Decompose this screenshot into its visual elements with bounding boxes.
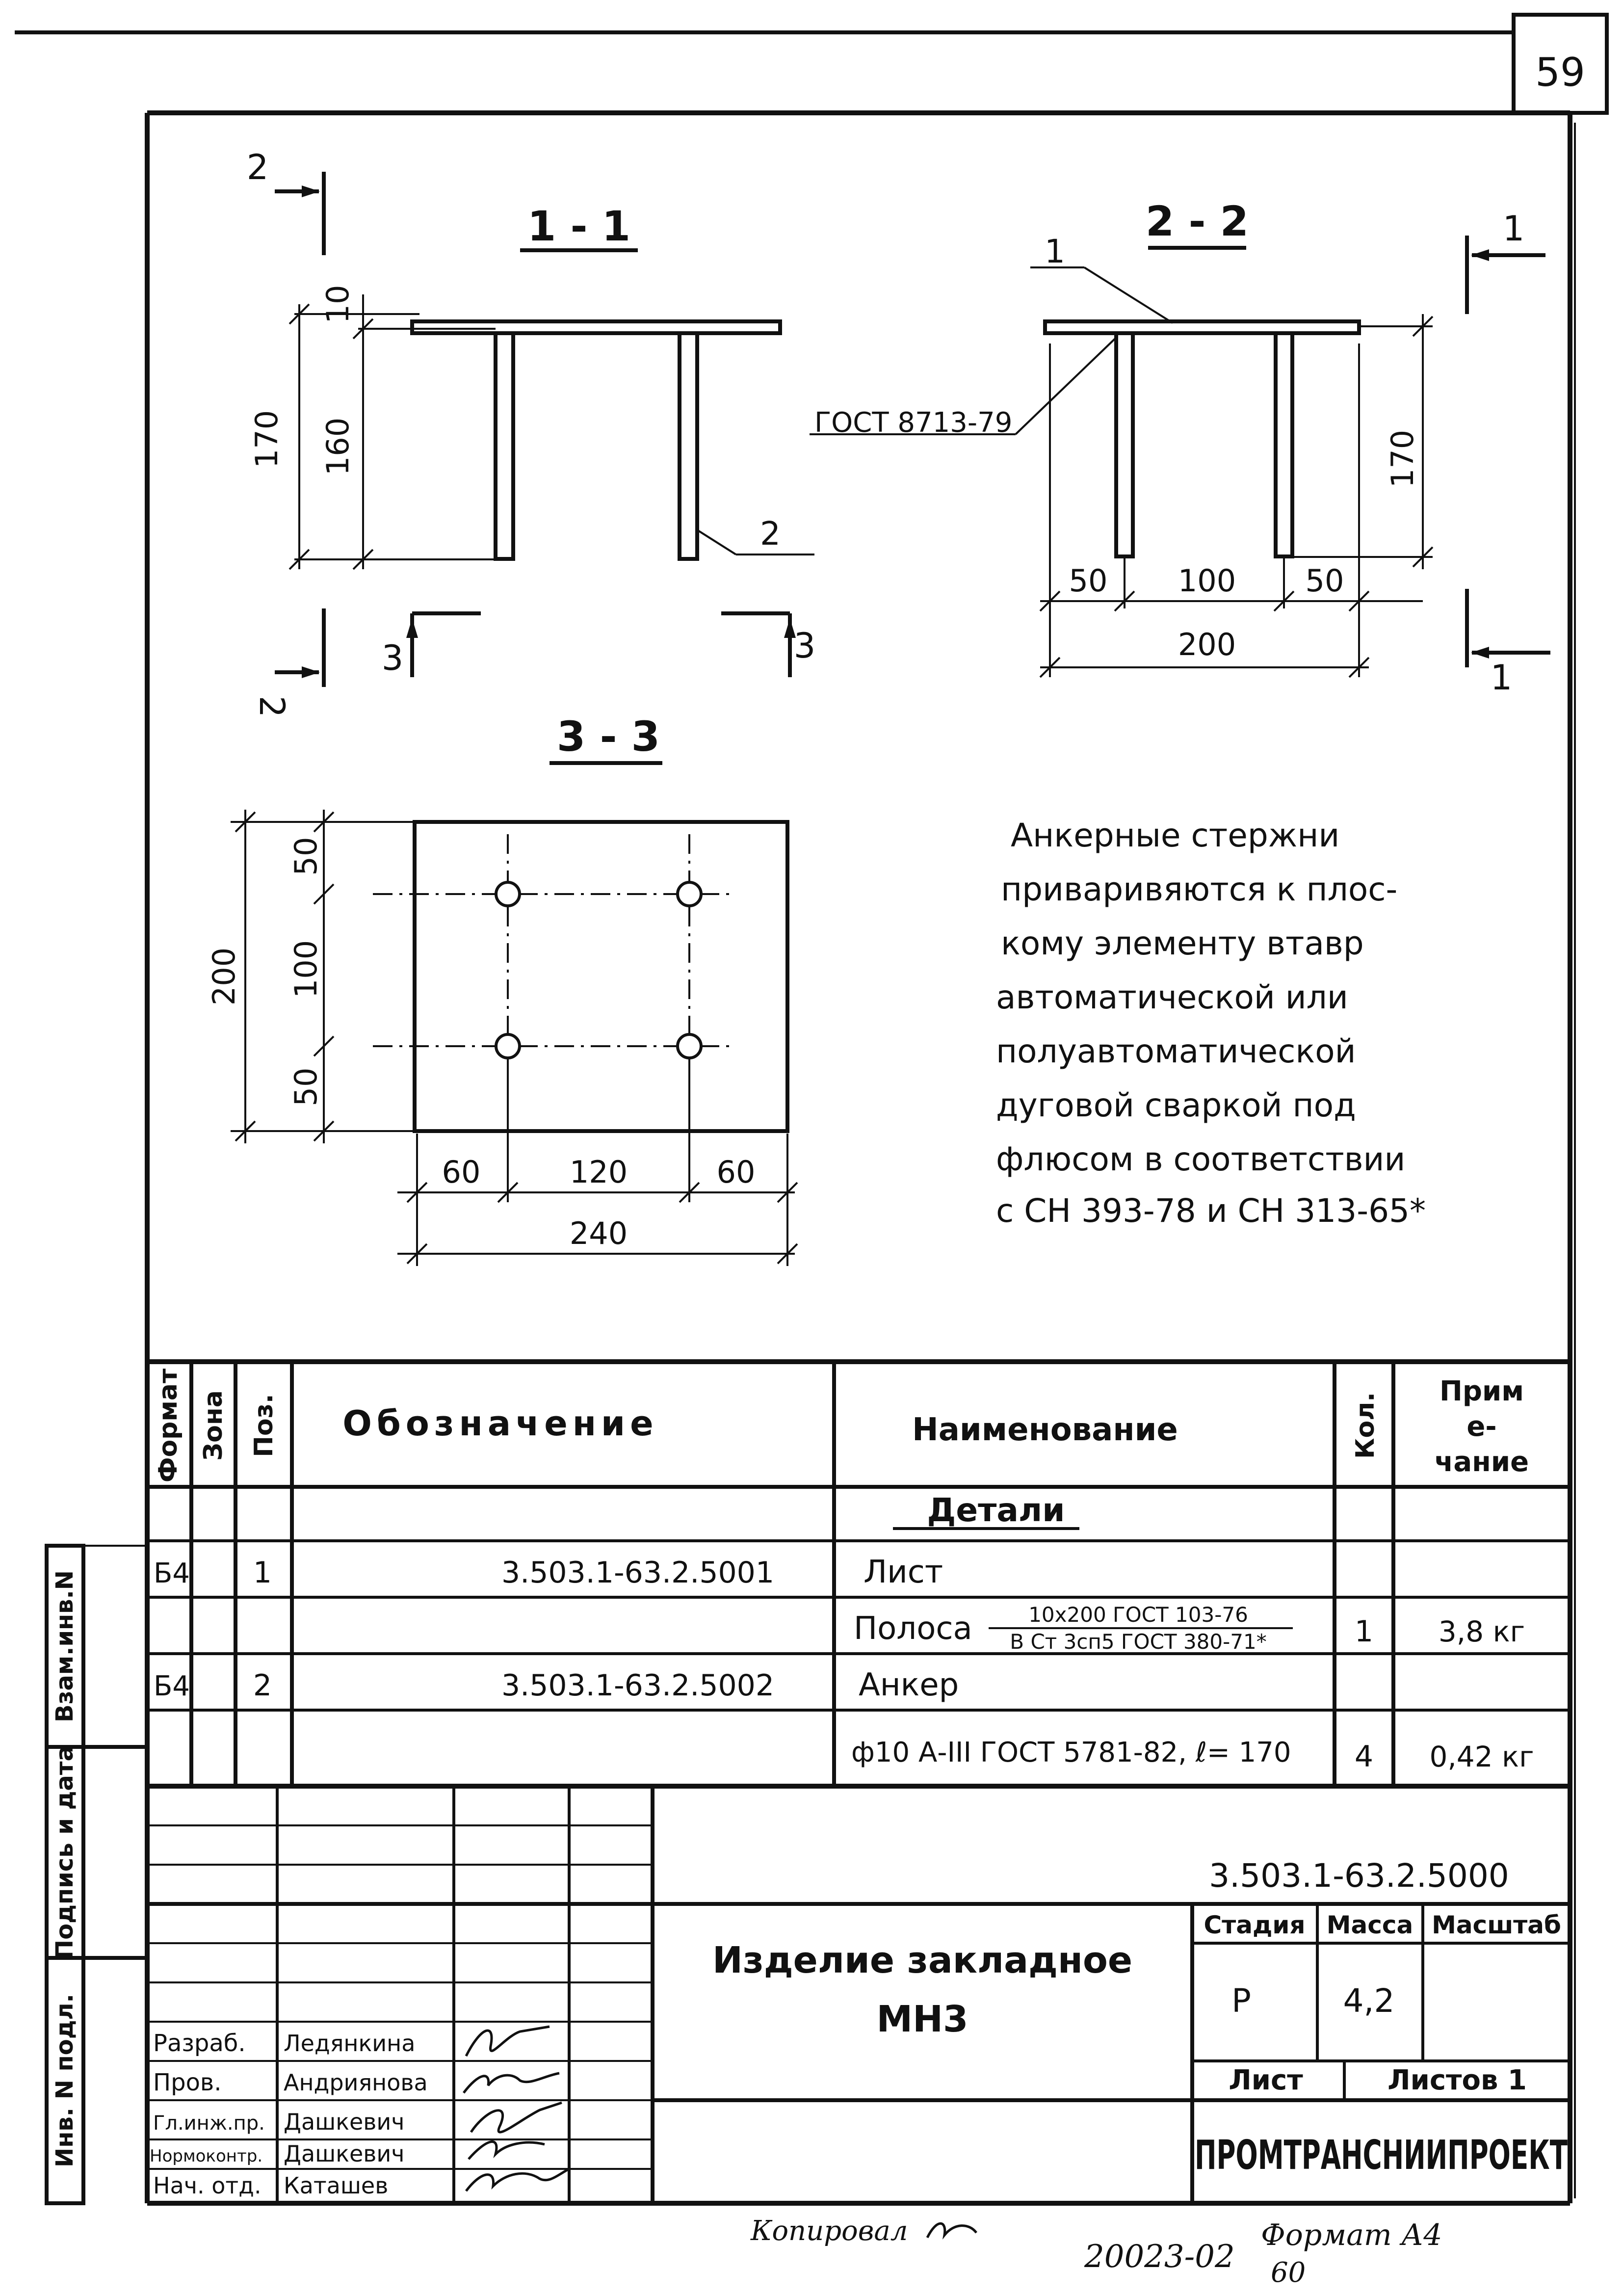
- anchor-rod: [680, 333, 697, 559]
- spec-cell-pos: 2: [253, 1668, 272, 1703]
- spec-cell-designation: 3.503.1-63.2.5002: [501, 1668, 775, 1703]
- dim-60-right: 60: [716, 1154, 756, 1190]
- dim-50-bottom: 50: [288, 1067, 324, 1107]
- header-format: Формат: [154, 1368, 183, 1483]
- stamp-replaced-inv: Взам.инв.N: [51, 1570, 79, 1722]
- spec-cell-qty: 4: [1354, 1740, 1374, 1774]
- anchor-hole: [496, 882, 520, 906]
- spec-cell-format: Б4: [153, 1670, 190, 1702]
- anchor-hole: [496, 1034, 520, 1058]
- plate-elevation: [1045, 321, 1359, 333]
- spec-cell-format: Б4: [153, 1557, 190, 1589]
- section-marker-2-top: 2: [246, 147, 269, 187]
- spec-cell-pos: 1: [253, 1556, 272, 1590]
- dim-100: 100: [288, 940, 324, 999]
- spec-cell-designation: 3.503.1-63.2.5001: [501, 1556, 775, 1590]
- section-marker-1-bottom: 1: [1490, 658, 1513, 698]
- section-3-3-title: 3 - 3: [556, 713, 660, 761]
- header-zone: Зона: [199, 1390, 228, 1461]
- section-marker-1-top: 1: [1502, 209, 1525, 249]
- spec-cell-name: Анкер: [859, 1667, 959, 1703]
- position-2-label: 2: [760, 515, 781, 553]
- sheets-label: Листов 1: [1387, 2064, 1527, 2096]
- spec-cell-note: 3,8 кг: [1438, 1615, 1525, 1648]
- dim-200: 200: [1178, 627, 1236, 662]
- stamp-inv-original: Инв. N подл.: [51, 1994, 79, 2167]
- note-line: автоматической или: [996, 978, 1348, 1016]
- signer-name: Дашкевич: [284, 2140, 405, 2167]
- copied-by-label: Копировал: [751, 2215, 908, 2247]
- spec-cell-qty: 1: [1354, 1614, 1374, 1649]
- spec-cell-name: ф10 А-III ГОСТ 5781-82, ℓ= 170: [851, 1737, 1291, 1768]
- spec-cell-name: Лист: [864, 1554, 943, 1590]
- scale-label: Масштаб: [1432, 1911, 1561, 1939]
- header-qty: Кол.: [1351, 1392, 1380, 1459]
- position-1-label: 1: [1045, 233, 1065, 270]
- document-code-sub: 60: [1271, 2257, 1306, 2289]
- plate-plan: [415, 822, 787, 1131]
- section-marker-3-left: 3: [381, 638, 404, 678]
- header-name: Наименование: [912, 1412, 1178, 1448]
- note-line: дуговой сваркой под: [996, 1086, 1356, 1124]
- header-designation: Обозначение: [342, 1403, 658, 1444]
- dim-160: 160: [320, 417, 356, 476]
- sheet-label: Лист: [1229, 2064, 1303, 2096]
- role-label: Разраб.: [153, 2030, 246, 2057]
- note-line: кому элементу втавр: [1001, 924, 1364, 962]
- welding-note: [996, 817, 1426, 1230]
- dim-240: 240: [569, 1215, 628, 1251]
- dim-170: 170: [1385, 429, 1420, 488]
- organization-name: ПРОМТРАНСНИИПРОЕКТ: [1195, 2132, 1568, 2179]
- header-note: Приме- чание: [1434, 1375, 1529, 1478]
- dim-50-left: 50: [1069, 563, 1108, 599]
- product-name: Изделие закладное: [712, 1939, 1133, 1981]
- section-1-1-title: 1 - 1: [527, 202, 631, 250]
- stage-value: Р: [1231, 1982, 1251, 2020]
- dim-100: 100: [1178, 563, 1236, 599]
- anchor-rod: [1276, 333, 1292, 556]
- role-label: Гл.инж.пр.: [153, 2112, 265, 2135]
- page-number: 59: [1535, 50, 1585, 95]
- spec-cell-name-top: 10х200 ГОСТ 103-76: [1028, 1603, 1248, 1627]
- spec-cell-name-bottom: В Ст 3сп5 ГОСТ 380-71*: [1010, 1630, 1267, 1654]
- document-number: 3.503.1-63.2.5000: [1209, 1857, 1509, 1895]
- note-line: приваривяются к плос-: [1001, 871, 1398, 908]
- spec-cell-name: Полоса: [854, 1610, 972, 1647]
- section-marker-2-bottom: 2: [252, 695, 292, 718]
- anchor-rod: [1116, 333, 1133, 556]
- stamp-sign-date: Подпись и дата: [51, 1745, 79, 1959]
- role-label: Нач. отд.: [153, 2172, 262, 2199]
- dim-50-right: 50: [1305, 563, 1344, 599]
- product-mark: МН3: [876, 1998, 969, 2040]
- dim-10: 10: [320, 285, 356, 324]
- note-line: с СН 393-78 и СН 313-65*: [996, 1192, 1426, 1230]
- signer-name: Дашкевич: [284, 2109, 405, 2135]
- section-2-2: [810, 197, 1550, 698]
- signer-name: Андриянова: [284, 2069, 428, 2096]
- plate-elevation: [412, 321, 780, 333]
- stage-label: Стадия: [1204, 1911, 1306, 1939]
- weld-standard: ГОСТ 8713-79: [814, 407, 1013, 439]
- dim-50-top: 50: [288, 837, 324, 876]
- copier-signature: [927, 2223, 976, 2238]
- dim-120: 120: [569, 1154, 628, 1190]
- signer-name: Ледянкина: [284, 2030, 416, 2057]
- section-2-2-title: 2 - 2: [1145, 197, 1249, 245]
- signatures: [464, 2027, 569, 2191]
- dim-200: 200: [206, 947, 242, 1006]
- dim-60-left: 60: [442, 1154, 481, 1190]
- document-code: 20023-02: [1084, 2239, 1235, 2275]
- section-1-1: [247, 147, 816, 717]
- role-label: Пров.: [153, 2069, 222, 2096]
- dim-170: 170: [249, 410, 285, 469]
- mass-label: Масса: [1326, 1911, 1414, 1939]
- anchor-hole: [678, 882, 701, 906]
- anchor-hole: [678, 1034, 701, 1058]
- spec-cell-note: 0,42 кг: [1429, 1740, 1534, 1773]
- note-line: полуавтоматической: [996, 1032, 1356, 1070]
- mass-value: 4,2: [1343, 1982, 1395, 2020]
- note-line: Анкерные стержни: [1011, 817, 1340, 854]
- spec-section-title: Детали: [927, 1491, 1065, 1529]
- note-line: флюсом в соответствии: [996, 1140, 1406, 1178]
- section-3-3: [206, 713, 797, 1266]
- header-pos: Поз.: [249, 1394, 279, 1457]
- format-label: Формат А4: [1261, 2218, 1442, 2252]
- role-label: Нормоконтр.: [150, 2146, 263, 2166]
- signer-name: Каташев: [284, 2172, 389, 2199]
- anchor-rod: [496, 333, 513, 559]
- section-marker-3-right: 3: [793, 626, 816, 666]
